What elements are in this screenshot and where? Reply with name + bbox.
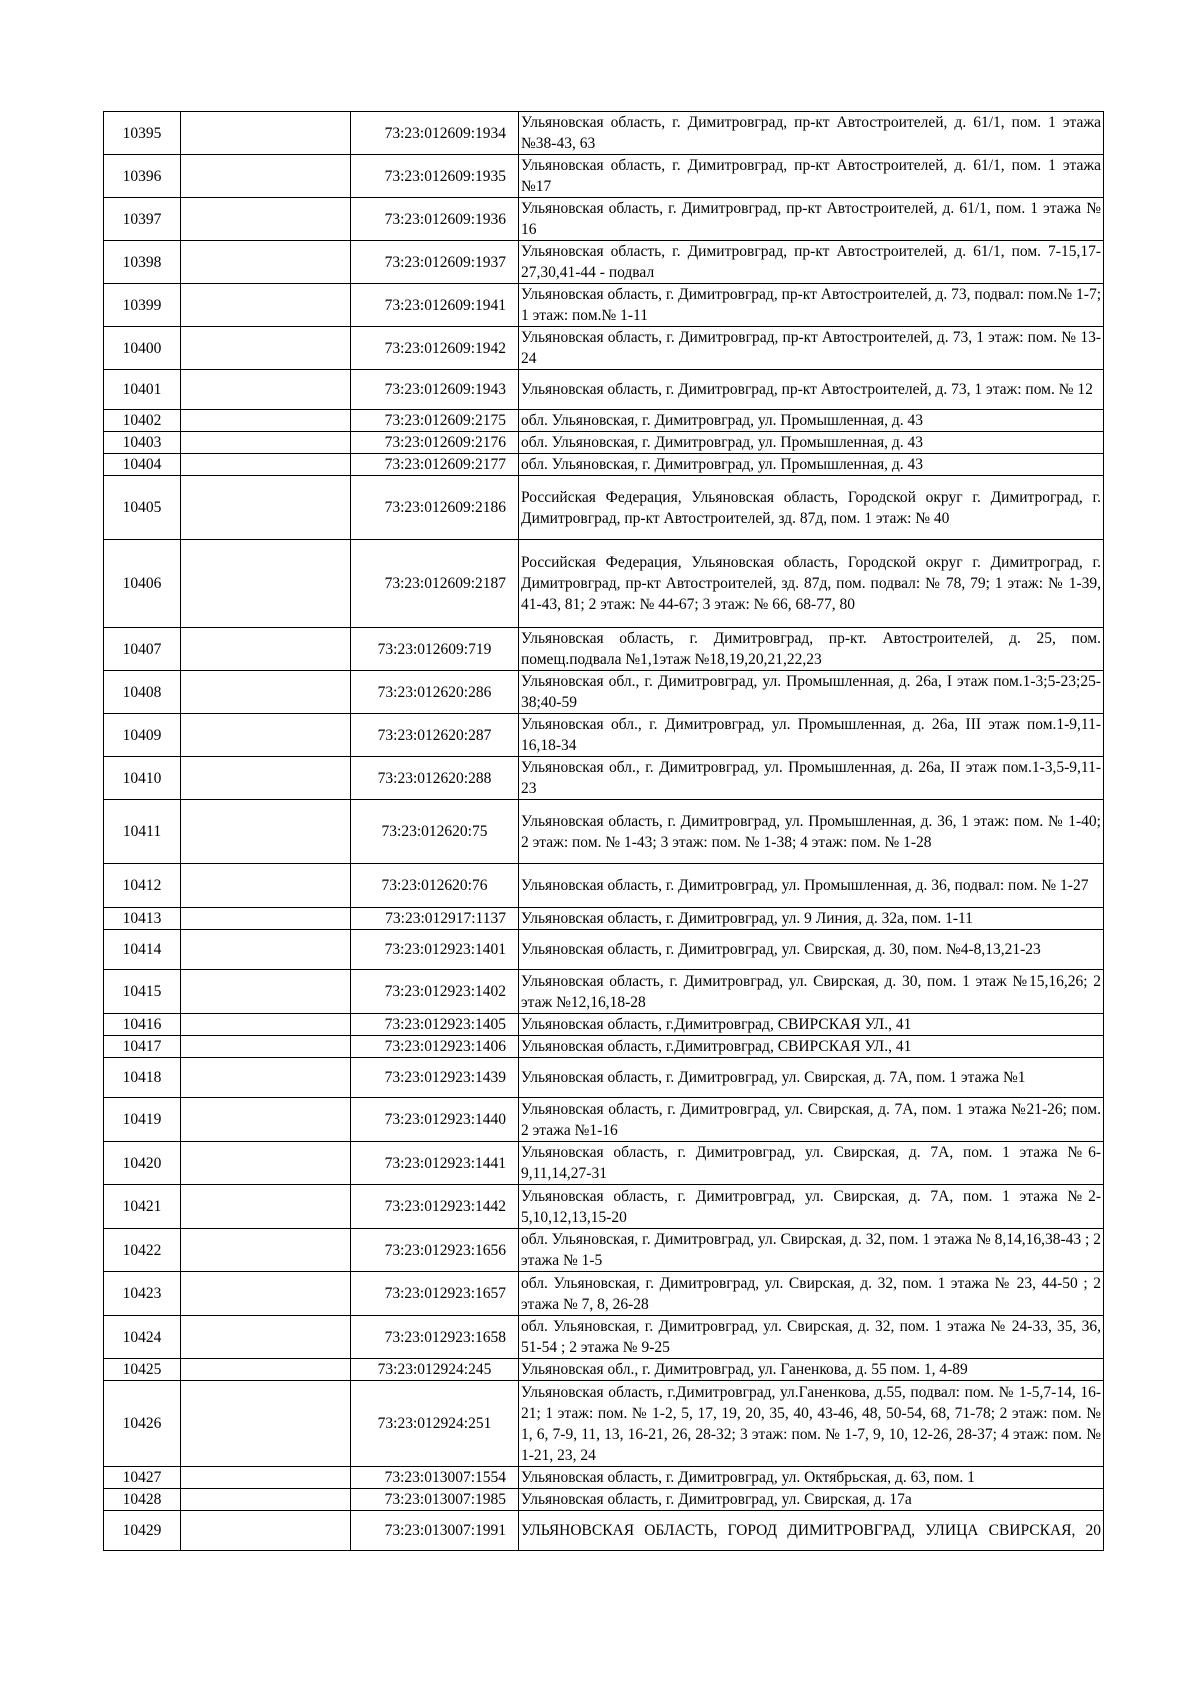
address: Ульяновская область, г. Димитровград, ул. Свирская, д. 17а: [519, 1489, 1104, 1511]
table-row: [104, 1014, 1104, 1036]
table-row: [104, 284, 1104, 327]
table-row: [104, 671, 1104, 714]
address: Ульяновская область, г. Димитровград, пр-кт Автостроителей, д. 73, 1 этаж: пом. № 13-24: [519, 327, 1104, 370]
address: обл. Ульяновская, г. Димитровград, ул. Промышленная, д. 43: [519, 432, 1104, 454]
table-row: [104, 1058, 1104, 1098]
empty-cell: [181, 1272, 351, 1316]
table-row: [104, 370, 1104, 410]
table-row: [104, 1142, 1104, 1185]
empty-cell: [181, 1098, 351, 1142]
table-row: [104, 1036, 1104, 1058]
table-row: [104, 1229, 1104, 1272]
cadastral-number: 73:23:012609:1937: [351, 241, 519, 284]
empty-cell: [181, 628, 351, 671]
address: Ульяновская область, г. Димитровград, пр-кт Автостроителей, д. 61/1, пом. 1 этажа № 16: [519, 198, 1104, 241]
row-number: 10399: [104, 284, 181, 327]
table-row: [104, 432, 1104, 454]
cadastral-number: 73:23:012923:1657: [351, 1272, 519, 1316]
cadastral-number: 73:23:012620:76: [351, 864, 519, 908]
address: Ульяновская обл., г. Димитровград, ул. Промышленная, д. 26а, III этаж пом.1-9,11-16,18-34: [519, 714, 1104, 757]
empty-cell: [181, 1359, 351, 1381]
empty-cell: [181, 370, 351, 410]
cadastral-number: 73:23:013007:1985: [351, 1489, 519, 1511]
empty-cell: [181, 1316, 351, 1359]
empty-cell: [181, 454, 351, 476]
row-number: 10428: [104, 1489, 181, 1511]
empty-cell: [181, 1511, 351, 1551]
address: Российская Федерация, Ульяновская область, Городской округ г. Димитроград, г. Димитровград, пр-кт Автостроителей, зд. 87д, пом. 1 этаж: № 40: [519, 476, 1104, 540]
address: Ульяновская область, г. Димитровград, пр-кт Автостроителей, д. 61/1, пом. 1 этажа №17: [519, 155, 1104, 198]
cadastral-number: 73:23:012917:1137: [351, 908, 519, 930]
row-number: 10426: [104, 1381, 181, 1467]
address: Ульяновская область, г.Димитровград, ул.Ганенкова, д.55, подвал: пом. № 1-5,7-14, 16-21; 1 этаж: пом. № 1-2, 5, 17, 19, 20, 35, 40, 43-46, 48, 50-54, 68, 71-78; 2 этаж: пом. № 1, 6, 7-9, 11, 13, 16-21, 26, 28-32; 3 этаж: пом. № 1-7, 9, 10, 12-26, 28-37; 4 этаж: пом. № 1-21, 23, 24: [519, 1381, 1104, 1467]
cadastral-number: 73:23:012609:1942: [351, 327, 519, 370]
table-row: [104, 327, 1104, 370]
empty-cell: [181, 112, 351, 155]
table-row: [104, 628, 1104, 671]
row-number: 10414: [104, 930, 181, 970]
cadastral-number: 73:23:012620:288: [351, 757, 519, 800]
row-number: 10409: [104, 714, 181, 757]
row-number: 10404: [104, 454, 181, 476]
table-row: [104, 540, 1104, 628]
row-number: 10408: [104, 671, 181, 714]
table-row: [104, 241, 1104, 284]
empty-cell: [181, 1229, 351, 1272]
cadastral-number: 73:23:012609:2187: [351, 540, 519, 628]
cadastral-number: 73:23:012609:1934: [351, 112, 519, 155]
empty-cell: [181, 671, 351, 714]
row-number: 10415: [104, 970, 181, 1014]
row-number: 10396: [104, 155, 181, 198]
registry-table-body: [104, 112, 1104, 1551]
address: Ульяновская область, г. Димитровград, ул. Октябрьская, д. 63, пом. 1: [519, 1467, 1104, 1489]
address: обл. Ульяновская, г. Димитровград, ул. Промышленная, д. 43: [519, 410, 1104, 432]
address: Ульяновская область, г. Димитровград, ул. Промышленная, д. 36, подвал: пом. № 1-27: [519, 864, 1104, 908]
cadastral-number: 73:23:012923:1658: [351, 1316, 519, 1359]
cadastral-number: 73:23:012923:1442: [351, 1185, 519, 1229]
address: обл. Ульяновская, г. Димитровград, ул. Свирская, д. 32, пом. 1 этажа № 8,14,16,38-43 ; 2 этажа № 1-5: [519, 1229, 1104, 1272]
cadastral-number: 73:23:012923:1406: [351, 1036, 519, 1058]
row-number: 10425: [104, 1359, 181, 1381]
row-number: 10413: [104, 908, 181, 930]
empty-cell: [181, 540, 351, 628]
table-row: [104, 714, 1104, 757]
row-number: 10422: [104, 1229, 181, 1272]
address: Ульяновская область, г. Димитровград, пр-кт. Автостроителей, д. 25, пом. помещ.подвала №1,1этаж №18,19,20,21,22,23: [519, 628, 1104, 671]
table-row: [104, 1185, 1104, 1229]
empty-cell: [181, 908, 351, 930]
row-number: 10429: [104, 1511, 181, 1551]
table-row: [104, 1467, 1104, 1489]
row-number: 10423: [104, 1272, 181, 1316]
address: Ульяновская область, г. Димитровград, ул. Свирская, д. 30, пом. 1 этаж №15,16,26; 2 этаж №12,16,18-28: [519, 970, 1104, 1014]
address: Ульяновская область, г. Димитровград, пр-кт Автостроителей, д. 61/1, пом. 7-15,17-27,30,41-44 - подвал: [519, 241, 1104, 284]
table-row: [104, 198, 1104, 241]
empty-cell: [181, 241, 351, 284]
table-row: [104, 1489, 1104, 1511]
row-number: 10395: [104, 112, 181, 155]
address: УЛЬЯНОВСКАЯ ОБЛАСТЬ, ГОРОД ДИМИТРОВГРАД, УЛИЦА СВИРСКАЯ, 20: [519, 1511, 1104, 1551]
address: Российская Федерация, Ульяновская область, Городской округ г. Димитроград, г. Димитровград, пр-кт Автостроителей, зд. 87д, пом. подвал: № 78, 79; 1 этаж: № 1-39, 41-43, 81; 2 этаж: № 44-67; 3 этаж: № 66, 68-77, 80: [519, 540, 1104, 628]
cadastral-number: 73:23:012923:1405: [351, 1014, 519, 1036]
cadastral-number: 73:23:012609:2186: [351, 476, 519, 540]
table-row: [104, 1381, 1104, 1467]
row-number: 10402: [104, 410, 181, 432]
row-number: 10403: [104, 432, 181, 454]
cadastral-number: 73:23:012609:2176: [351, 432, 519, 454]
row-number: 10420: [104, 1142, 181, 1185]
table-row: [104, 1272, 1104, 1316]
table-row: [104, 800, 1104, 864]
address: Ульяновская область, г. Димитровград, ул. Свирская, д. 7А, пом. 1 этажа №1: [519, 1058, 1104, 1098]
cadastral-number: 73:23:012923:1402: [351, 970, 519, 1014]
row-number: 10397: [104, 198, 181, 241]
empty-cell: [181, 864, 351, 908]
cadastral-number: 73:23:012923:1401: [351, 930, 519, 970]
table-row: [104, 410, 1104, 432]
empty-cell: [181, 1014, 351, 1036]
row-number: 10427: [104, 1467, 181, 1489]
row-number: 10411: [104, 800, 181, 864]
table-row: [104, 757, 1104, 800]
empty-cell: [181, 930, 351, 970]
empty-cell: [181, 714, 351, 757]
table-row: [104, 1511, 1104, 1551]
row-number: 10406: [104, 540, 181, 628]
cadastral-number: 73:23:012620:287: [351, 714, 519, 757]
row-number: 10418: [104, 1058, 181, 1098]
empty-cell: [181, 800, 351, 864]
cadastral-number: 73:23:012923:1656: [351, 1229, 519, 1272]
row-number: 10401: [104, 370, 181, 410]
table-row: [104, 155, 1104, 198]
row-number: 10407: [104, 628, 181, 671]
address: Ульяновская область, г.Димитровград, СВИРСКАЯ УЛ., 41: [519, 1014, 1104, 1036]
cadastral-number: 73:23:012609:1935: [351, 155, 519, 198]
address: Ульяновская обл., г. Димитровград, ул. Ганенкова, д. 55 пом. 1, 4-89: [519, 1359, 1104, 1381]
cadastral-number: 73:23:012609:719: [351, 628, 519, 671]
empty-cell: [181, 1142, 351, 1185]
address: Ульяновская область, г. Димитровград, ул. Свирская, д. 7А, пом. 1 этажа №6-9,11,14,27-31: [519, 1142, 1104, 1185]
row-number: 10410: [104, 757, 181, 800]
cadastral-number: 73:23:012923:1440: [351, 1098, 519, 1142]
empty-cell: [181, 410, 351, 432]
empty-cell: [181, 1058, 351, 1098]
cadastral-number: 73:23:012924:251: [351, 1381, 519, 1467]
address: Ульяновская область, г. Димитровград, пр-кт Автостроителей, д. 61/1, пом. 1 этажа №38-43, 63: [519, 112, 1104, 155]
registry-table: [103, 111, 1104, 1551]
address: Ульяновская область, г. Димитровград, ул. 9 Линия, д. 32а, пом. 1-11: [519, 908, 1104, 930]
cadastral-number: 73:23:012924:245: [351, 1359, 519, 1381]
table-row: [104, 864, 1104, 908]
table-row: [104, 908, 1104, 930]
address: Ульяновская область, г. Димитровград, ул. Промышленная, д. 36, 1 этаж: пом. № 1-40; 2 этаж: пом. № 1-43; 3 этаж: пом. № 1-38; 4 этаж: пом. № 1-28: [519, 800, 1104, 864]
empty-cell: [181, 155, 351, 198]
address: обл. Ульяновская, г. Димитровград, ул. Свирская, д. 32, пом. 1 этажа № 23, 44-50 ; 2 этажа № 7, 8, 26-28: [519, 1272, 1104, 1316]
address: Ульяновская область, г.Димитровград, СВИРСКАЯ УЛ., 41: [519, 1036, 1104, 1058]
address: Ульяновская область, г. Димитровград, ул. Свирская, д. 30, пом. №4-8,13,21-23: [519, 930, 1104, 970]
empty-cell: [181, 1489, 351, 1511]
table-row: [104, 454, 1104, 476]
empty-cell: [181, 284, 351, 327]
address: Ульяновская область, г. Димитровград, пр-кт Автостроителей, д. 73, подвал: пом.№ 1-7; 1 этаж: пом.№ 1-11: [519, 284, 1104, 327]
empty-cell: [181, 476, 351, 540]
cadastral-number: 73:23:012620:75: [351, 800, 519, 864]
cadastral-number: 73:23:012609:1936: [351, 198, 519, 241]
cadastral-number: 73:23:012609:1943: [351, 370, 519, 410]
address: Ульяновская область, г. Димитровград, ул. Свирская, д. 7А, пом. 1 этажа №21-26; пом. 2 этажа №1-16: [519, 1098, 1104, 1142]
cadastral-number: 73:23:012923:1441: [351, 1142, 519, 1185]
cadastral-number: 73:23:012609:2175: [351, 410, 519, 432]
cadastral-number: 73:23:012609:1941: [351, 284, 519, 327]
row-number: 10398: [104, 241, 181, 284]
table-row: [104, 1316, 1104, 1359]
empty-cell: [181, 327, 351, 370]
table-row: [104, 1098, 1104, 1142]
table-row: [104, 930, 1104, 970]
empty-cell: [181, 1185, 351, 1229]
cadastral-number: 73:23:013007:1991: [351, 1511, 519, 1551]
address: Ульяновская область, г. Димитровград, пр-кт Автостроителей, д. 73, 1 этаж: пом. № 12: [519, 370, 1104, 410]
address: Ульяновская область, г. Димитровград, ул. Свирская, д. 7А, пом. 1 этажа №2-5,10,12,13,15-20: [519, 1185, 1104, 1229]
address: Ульяновская обл., г. Димитровград, ул. Промышленная, д. 26а, II этаж пом.1-3,5-9,11-23: [519, 757, 1104, 800]
empty-cell: [181, 1381, 351, 1467]
table-row: [104, 1359, 1104, 1381]
cadastral-number: 73:23:013007:1554: [351, 1467, 519, 1489]
empty-cell: [181, 1467, 351, 1489]
address: обл. Ульяновская, г. Димитровград, ул. Свирская, д. 32, пом. 1 этажа № 24-33, 35, 36, 51-54 ; 2 этажа № 9-25: [519, 1316, 1104, 1359]
empty-cell: [181, 757, 351, 800]
address: Ульяновская обл., г. Димитровград, ул. Промышленная, д. 26а, I этаж пом.1-3;5-23;25-38;40-59: [519, 671, 1104, 714]
row-number: 10417: [104, 1036, 181, 1058]
row-number: 10421: [104, 1185, 181, 1229]
address: обл. Ульяновская, г. Димитровград, ул. Промышленная, д. 43: [519, 454, 1104, 476]
row-number: 10405: [104, 476, 181, 540]
row-number: 10416: [104, 1014, 181, 1036]
row-number: 10419: [104, 1098, 181, 1142]
empty-cell: [181, 198, 351, 241]
empty-cell: [181, 432, 351, 454]
empty-cell: [181, 1036, 351, 1058]
cadastral-number: 73:23:012620:286: [351, 671, 519, 714]
row-number: 10400: [104, 327, 181, 370]
empty-cell: [181, 970, 351, 1014]
table-row: [104, 476, 1104, 540]
cadastral-number: 73:23:012923:1439: [351, 1058, 519, 1098]
row-number: 10424: [104, 1316, 181, 1359]
cadastral-number: 73:23:012609:2177: [351, 454, 519, 476]
table-row: [104, 112, 1104, 155]
row-number: 10412: [104, 864, 181, 908]
table-row: [104, 970, 1104, 1014]
